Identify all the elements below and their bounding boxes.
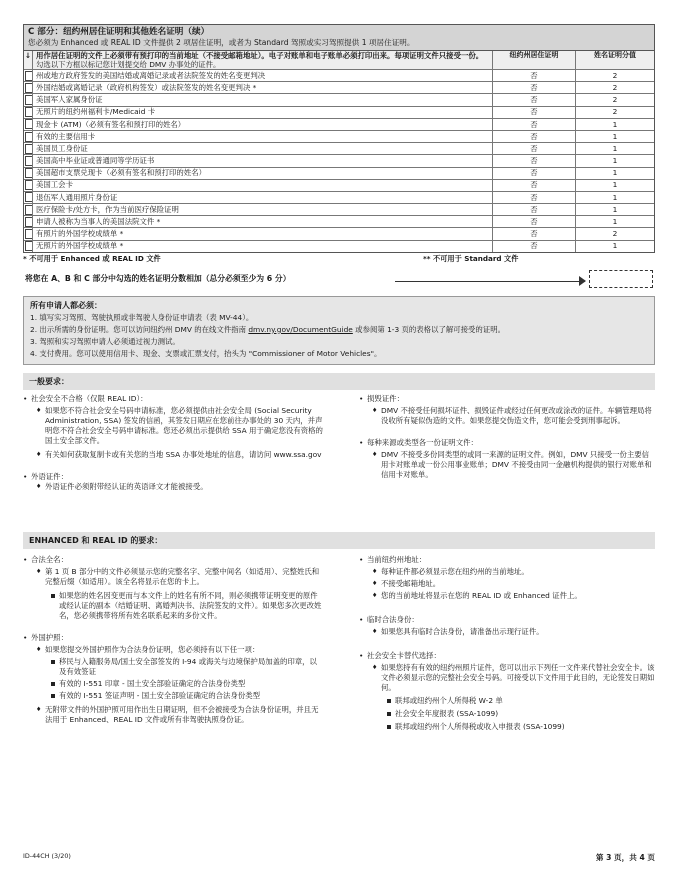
passport-sq-2: 有效的 I-551 印章 - 国土安全部验证确定的合法身份类型 <box>23 679 323 689</box>
row-points: 1 <box>576 143 655 155</box>
table-row <box>24 94 654 106</box>
ssn-item-1: ♦ 如果您不符合社会安全号码申请标准，您必须提供由社会安全局 (Social Security Administration, SSA) 签发的信函，其签发日期应在您前往办事处的 30 天内，并声明您不符合社会安全号码申请标准。您还必须出示提供给 SSA 用于确定您没有资格的国土安全部文件。 <box>23 406 323 446</box>
passport-item-2: ♦ 无附带文件的外国护照可用作出生日期证明，但不会被接受为合法身份证明，并且无法用于 Enhanced、REAL ID 文件或所有非驾驶执照身份证。 <box>23 705 323 725</box>
table-row <box>24 179 654 191</box>
row-points: 1 <box>576 240 655 252</box>
applicants-item-2 <box>30 324 648 336</box>
row-checkbox-cell <box>24 106 33 118</box>
row-residency: 否 <box>493 155 576 167</box>
row-residency: 否 <box>493 204 576 216</box>
table-row <box>24 204 654 216</box>
down-arrow-icon: ↓ <box>24 51 33 70</box>
row-checkbox[interactable] <box>25 180 33 190</box>
applicants-item-4: 4. 支付费用。您可以使用信用卡、现金、支票或汇票支付，抬头为 "Commissioner of Motor Vehicles"。 <box>30 348 382 358</box>
row-points: 1 <box>576 216 655 228</box>
ss-card-item-1: ♦ 如果您持有有效的纽约州照片证件，您可以出示下列任一文件来代替社会安全卡。该文件必须显示您的完整社会安全号码。可接受以下文件用于此目的，无论签发日期如何。 <box>359 663 655 693</box>
table-row <box>24 228 654 240</box>
ss-card-sq-3: 联邦或纽约州个人所得税或收入申报表 (SSA-1099) <box>359 722 655 732</box>
section-c-subtitle: 您必须为 Enhanced 或 REAL ID 文件提供 2 项居住证明，或者为 Standard 驾照或实习驾照提供 1 项居住证明。 <box>28 38 415 47</box>
section-c-title: C 部分：纽约州居住证明和其他姓名证明（续） <box>28 27 210 37</box>
row-document: 外国结婚或离婚记录（政府机构签发）或法院签发的姓名变更判决 * <box>33 82 493 94</box>
points-total-field[interactable] <box>589 270 653 288</box>
row-points: 1 <box>576 118 655 130</box>
table-row <box>24 240 654 252</box>
row-document: 无照片的外国学校成绩单 * <box>33 240 493 252</box>
row-points: 1 <box>576 155 655 167</box>
row-points: 1 <box>576 204 655 216</box>
row-document: 退伍军人通用照片身份证 <box>33 191 493 203</box>
table-header-text <box>33 51 493 70</box>
enhanced-left-col <box>23 555 323 725</box>
table-row <box>24 191 654 203</box>
ssn-label: • 社会安全不合格（仅限 REAL ID）： <box>23 394 323 404</box>
passport-label: • 外国护照： <box>23 633 323 643</box>
row-checkbox[interactable] <box>25 229 33 239</box>
row-residency: 否 <box>493 82 576 94</box>
page-number: 第 3 页，共 4 页 <box>595 853 655 862</box>
table-row <box>24 82 654 94</box>
foreign-item-1: ♦ 外语证件必须附带经认证的英语译文才能被接受。 <box>23 482 323 492</box>
row-checkbox[interactable] <box>25 168 33 178</box>
row-points: 2 <box>576 82 655 94</box>
row-document: 美国工会卡 <box>33 179 493 191</box>
ss-card-label: • 社会安全卡替代选择： <box>359 651 655 661</box>
documents-table <box>24 51 654 252</box>
passport-sq-1: 移民与入籍服务局/国土安全部签发的 I-94 或海关与边境保护局加盖的印章，以及有效签证 <box>23 657 323 677</box>
row-residency: 否 <box>493 240 576 252</box>
row-points: 1 <box>576 191 655 203</box>
legal-name-item-2: 如果您的姓名因变更而与本文件上的姓名有所不同，则必须携带证明变更的原件或经认证的副本（结婚证明、离婚判决书、法院签发的文件）。如果您多次更改姓名，您必须携带将所有姓名联系起来的多份文件。 <box>23 591 323 621</box>
row-residency: 否 <box>493 191 576 203</box>
row-residency: 否 <box>493 130 576 142</box>
row-residency: 否 <box>493 118 576 130</box>
each-item-1: ♦ DMV 不接受多份同类型的或同一来源的证明文件。例如，DMV 只接受一份主要信用卡对账单或一份公用事业账单；DMV 不接受由同一金融机构提供的银行对账单和信用卡对账单。 <box>359 450 655 480</box>
table-row <box>24 70 654 82</box>
table-row <box>24 167 654 179</box>
row-residency: 否 <box>493 94 576 106</box>
table-row <box>24 118 654 130</box>
note-right: ** 不可用于 Standard 文件 <box>423 253 519 263</box>
row-checkbox-cell <box>24 179 33 191</box>
general-left-col <box>23 394 323 492</box>
address-item-3: ♦ 您的当前地址将显示在您的 REAL ID 或 Enhanced 证件上。 <box>359 591 655 601</box>
row-checkbox-cell <box>24 216 33 228</box>
header-hint: 勾选以下方框以标记您计划提交给 DMV 办事处的证件。 <box>36 60 221 69</box>
table-row <box>24 155 654 167</box>
row-document: 美国高中毕业证或普通同等学历证书 <box>33 155 493 167</box>
passport-item-1: ♦ 如果您提交外国护照作为合法身份证明，您必须持有以下任一项： <box>23 645 323 655</box>
general-requirements-title: 一般要求： <box>23 373 655 390</box>
row-checkbox-cell <box>24 191 33 203</box>
legal-name-item-1: ♦ 第 1 页 B 部分中的文件必须显示您的完整名字、完整中间名（如适用）、完整姓氏和完整后缀（如适用）。该全名将显示在您的卡上。 <box>23 567 323 587</box>
row-document: 医疗保险卡/处方卡，作为当前医疗保险证明 <box>33 204 493 216</box>
row-document: 现金卡 (ATM)（必须有签名和预打印的姓名） <box>33 118 493 130</box>
row-residency: 否 <box>493 106 576 118</box>
general-requirements <box>23 390 655 532</box>
address-label: • 当前纽约州地址： <box>359 555 655 565</box>
row-checkbox[interactable] <box>25 95 33 105</box>
row-points: 1 <box>576 167 655 179</box>
row-residency: 否 <box>493 167 576 179</box>
row-checkbox[interactable] <box>25 241 33 251</box>
section-c <box>23 24 655 253</box>
temp-status-label: • 临时合法身份： <box>359 615 655 625</box>
row-checkbox[interactable] <box>25 132 33 142</box>
row-points: 1 <box>576 179 655 191</box>
row-document: 美国军人家属身份证 <box>33 94 493 106</box>
table-row <box>24 106 654 118</box>
row-checkbox[interactable] <box>25 217 33 227</box>
row-document: 申请人被称为当事人的美国法院文件 * <box>33 216 493 228</box>
table-row <box>24 216 654 228</box>
enhanced-requirements-title: ENHANCED 和 REAL ID 的要求： <box>23 532 655 549</box>
col-points: 姓名证明分值 <box>576 51 655 70</box>
row-residency: 否 <box>493 216 576 228</box>
row-checkbox-cell <box>24 240 33 252</box>
row-checkbox-cell <box>24 155 33 167</box>
row-checkbox[interactable] <box>25 107 33 117</box>
legal-name-label: • 合法全名： <box>23 555 323 565</box>
row-checkbox-cell <box>24 82 33 94</box>
each-label: • 每种来源或类型各一份证明文件： <box>359 438 655 448</box>
document-guide-link[interactable]: dmv.ny.gov/DocumentGuide <box>248 324 353 334</box>
page-footer <box>23 852 655 860</box>
row-points: 1 <box>576 130 655 142</box>
ss-card-sq-2: 社会安全年度报表 (SSA-1099) <box>359 709 655 719</box>
row-checkbox-cell <box>24 118 33 130</box>
row-checkbox[interactable] <box>25 71 33 81</box>
row-points: 2 <box>576 106 655 118</box>
row-document: 美国员工身份证 <box>33 143 493 155</box>
row-document: 有照片的外国学校成绩单 * <box>33 228 493 240</box>
ssn-item-2: ♦ 有关如何获取复制卡或有关您的当地 SSA 办事处地址的信息，请访问 www.ssa.gov <box>23 450 323 460</box>
header-text: 用作居住证明的文件上必须带有预打印的当前地址（不接受邮箱地址）。电子对账单和电子账单必须打印出来。每项证明文件只接受一份。 <box>36 51 484 60</box>
row-checkbox[interactable] <box>25 156 33 166</box>
row-document: 美国超市支票兑现卡（必须有签名和预打印的姓名） <box>33 167 493 179</box>
row-residency: 否 <box>493 70 576 82</box>
col-residency: 纽约州居住证明 <box>493 51 576 70</box>
table-row <box>24 143 654 155</box>
row-document: 州或地方政府签发的美国结婚或离婚记录或者法院签发的姓名变更判决 <box>33 70 493 82</box>
applicants-item-1: 1. 填写实习驾照、驾驶执照或非驾驶人身份证申请表（表 MV-44）。 <box>30 312 254 322</box>
row-checkbox[interactable] <box>25 83 33 93</box>
applicants-title: 所有申请人都必须： <box>30 300 102 310</box>
row-checkbox-cell <box>24 70 33 82</box>
row-checkbox-cell <box>24 94 33 106</box>
all-applicants-box <box>23 296 655 365</box>
points-sum-row <box>23 268 655 288</box>
passport-sq-3: 有效的 I-551 签证声明 - 国土安全部验证确定的合法身份类型 <box>23 691 323 701</box>
row-points: 2 <box>576 70 655 82</box>
row-points: 2 <box>576 228 655 240</box>
row-checkbox-cell <box>24 167 33 179</box>
row-checkbox-cell <box>24 228 33 240</box>
sum-arrow-line <box>395 281 585 282</box>
row-checkbox[interactable] <box>25 144 33 154</box>
enhanced-right-col <box>359 555 655 732</box>
applicants-item-3: 3. 驾照和实习驾照申请人必须通过视力测试。 <box>30 336 180 346</box>
applicants-item-2-text: 2. 出示所需的身份证明。您可以访问纽约州 DMV 的在线文件指南 <box>30 324 246 334</box>
row-residency: 否 <box>493 143 576 155</box>
row-checkbox-cell <box>24 130 33 142</box>
row-checkbox[interactable] <box>25 192 33 202</box>
row-checkbox[interactable] <box>25 119 33 129</box>
row-checkbox-cell <box>24 143 33 155</box>
arrow-right-icon <box>579 276 586 286</box>
address-item-1: ♦ 每种证件都必须显示您在纽约州的当前地址。 <box>359 567 655 577</box>
row-residency: 否 <box>493 228 576 240</box>
damaged-label: • 损毁证件： <box>359 394 655 404</box>
table-notes <box>23 254 655 264</box>
row-document: 无照片的纽约州福利卡/Medicaid 卡 <box>33 106 493 118</box>
row-document: 有效的主要信用卡 <box>33 130 493 142</box>
ss-card-sq-1: 联邦或纽约州个人所得税 W-2 单 <box>359 696 655 706</box>
applicants-item-2-tail: 或参阅第 1-3 页的表格以了解可接受的证明。 <box>352 324 505 334</box>
address-item-2: ♦ 不接受邮箱地址。 <box>359 579 655 589</box>
row-checkbox[interactable] <box>25 205 33 215</box>
row-points: 2 <box>576 94 655 106</box>
temp-status-item-1: ♦ 如果您具有临时合法身份，请准备出示现行证件。 <box>359 627 655 637</box>
row-checkbox-cell <box>24 204 33 216</box>
form-id: ID-44CH (3/20) <box>23 852 71 860</box>
section-c-header <box>24 25 654 51</box>
row-residency: 否 <box>493 179 576 191</box>
table-row <box>24 130 654 142</box>
note-left: * 不可用于 Enhanced 或 REAL ID 文件 <box>23 253 161 263</box>
foreign-label: • 外语证件： <box>23 472 323 482</box>
general-right-col <box>359 394 655 480</box>
points-sum-label: 将您在 A、B 和 C 部分中勾选的姓名证明分数相加（总分必须至少为 6 分） <box>25 273 291 283</box>
damaged-item-1: ♦ DMV 不接受任何损坏证件、损毁证件或经过任何更改或涂改的证件。车辆管理局将没收所有疑似伪造的文件。如果您提交伪造文件，您可能会受到刑事起诉。 <box>359 406 655 426</box>
